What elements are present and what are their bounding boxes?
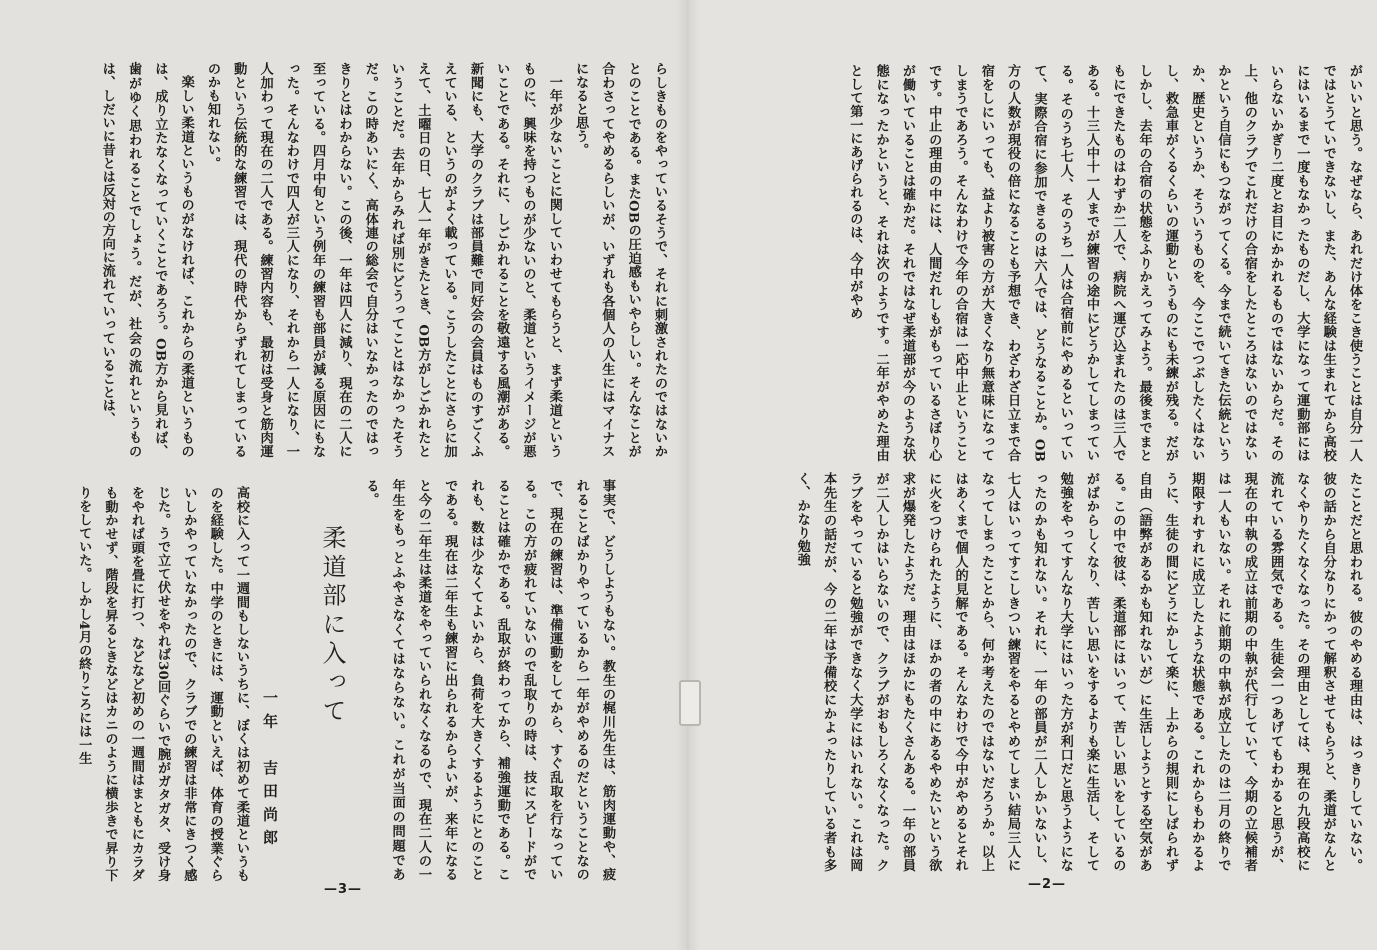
- page3-lower-right-text: 事実で、どうしようもない。教生の梶川先生は、筋肉運動や、疲れることばかりやっているから一年がやめるのだということなので、現在の練習は、準備運動をしてから、すぐ乱取を行なっている。この方が疲れていないので乱取りの時は、技にスピードがでることは確かである。乱取が終わってから、補強運動である。これも、数は少なくてよいから、負荷を大きくするようにとのことである。現在は二年生も練習に出られるからよいが、来年になると今の二年生は柔道をやっていられなくなるので、現在二人の一年生をもっとふやさなくてはならない。これが当面の問題である。: [363, 479, 615, 881]
- page2-paragraph: がいいと思う。なぜなら、あれだけ体をこき使うことは自分一人ではとうていできないし、また、あんな経験は生まれてから高校にはいるまで一度もなかったものだし、大学になって運動部にはいらないかぎり二度とお目にかかれるものではないからだ。その上、他のクラブでこれだけの合宿をしたところはないのではないかという自信にもつながってくる。今まで続いてきた伝統というか、歴史というか、そういうものを、今ここでつぶしたくはないし、救急車がくるくらいの運動というものにも未練が残る。だがしかし、去年の合宿の状態をふりかえってみよう。最後までまともにできたものはわずか二人で、病院へ運び込まれたのは三人である。十三人中十一人までが練習の途中にどうかしてしまっている。そのうち七人、そのうち一人は合宿前にやめるといっていて、実際合宿に参加できるのは六人では、どうなることか。OB方の人数が現役の倍になることも予想でき、わざわざ日立まで合宿をしにいっても、益より被害の方が大きくなり無意味になってしまうであろう。そんなわけで今年の合宿は一応中止ということです。中止の理由の中には、人間だれしもがもっているさぼり心が働いていることは確かだ。それではなぜ柔道部が今のような状態になったかというと、それは次のようです。二年がやめた理由として第一にあげられるのは、今中がやめ: [847, 64, 1362, 462]
- page2-upper-text: [772, 64, 1367, 462]
- page-3: [0, 0, 688, 950]
- page3-paragraph: らしきものをやっているそうで、それに刺激されたのではないかとのことである。またOBの圧迫感もいやらしい。そんなことが合わさってやめるらしいが、いずれも各個人の人生にはマイナスになると思う。: [573, 62, 667, 458]
- page3-lower-left-text: 高校に入って一週間もしないうちに、ぼくは初めて柔道というものを経験した。中学のときには、運動といえば、体育の授業ぐらいしかやっていなかったので、クラブでの練習は非常にきつく感じた。うで立て伏せをやれば30回ぐらいで腕がガタガタ、受け身をやれば頭を畳に打つ、などなど初めの一週間はまともにカラダも動かせず、階段を昇るときなどはカニのように横歩きで昇り下りをしていた。しかし4月の終りころには一生: [76, 486, 249, 882]
- article-author: 一年 吉田尚郎: [261, 690, 279, 853]
- page2-paragraph: たことだと思われる。彼のやめる理由は、はっきりしていない。彼の話から自分なりにかって解釈させてもらうと、柔道がなんとなくやりたくなくなった。その理由としては、現在の九段高校に流れている雰囲気である。生徒会一つあげてもわかると思うが、現在の中執の成立は前期の中執が代行していて、今期の立候補者は一人もいない。それに前期の中執が成立したのは二月の終りで期限すれすれに成立したような状態である。これからもわかるように、生徒の間にどうにかして楽に、上からの規則にしばられず自由（語弊があるかも知れないが）に生活しようとする空気がある。この中で彼は、柔道部にはいって、苦しい思いをしているのがばからしくなり、苦しい思いをするよりも楽に生活し、そして勉強をやってすんなり大学にはいった方が利口だと思うようになったのかも知れない。それに、一年の部員が二人しかいないし、七人はいってすこしきつい練習をやるとやめてしまい結局三人になってしまったことから、何か考えたのではないだろうか。以上はあくまで個人的見解である。そんなわけで今中がやめるとそれに火をつけられたように、ほかの者の中にあるやめたいという欲求が爆発したようだ。理由はほかにもたくさんある。一年の部員が二人しかはいらないので、クラブがおもしろくなくなった。クラブをやっていると勉強ができなく大学にはいれない。これは岡本先生の話だが、今の二年は予備校にかよったりしている者も多く、かなり勉強: [794, 472, 1362, 872]
- article-title: 柔道部に入って: [318, 525, 346, 727]
- page-number: —3—: [324, 882, 363, 897]
- page-2: [688, 0, 1377, 950]
- page3-paragraph: 楽しい柔道というものがなければ、これからの柔道というものは、成り立たなくなっていくことであろう。OB方から見れば、歯がゆく思われることでしょう。だが、社会の流れというものは、しだいに昔とは反対の方向に流れていっていることは、: [99, 62, 194, 458]
- page3-paragraph: 一年が少ないことに関していわせてもらうと、まず柔道というものに、興味を持つものが少ないのと、柔道というイメージが悪いことである。それに、しごかれることを敬遠する風潮がある。新聞にも、大学のクラブは部員難で同好会の会員はものすごくふえている、というのがよく載っている。こうしたことにさらに加えて、土曜日の日、七人一年がきたとき、OB方がしごかれたということだ。去年からみれば別にどうってことはなかったそうだ。この時あいにく、高体連の総会で自分はいなかったのではっきりとはわからない。この後、一年は四人に減り、現在の二人に至っている。四月中旬という例年の練習も部員が減る原因にもなった。そんなわけで四人が三人になり、それから一人になり、一人加わって現在の二人である。練習内容も、最初は受身と筋肉運動という伝統的な練習では、現代の時代からずれてしまっているのかも知れない。: [204, 62, 562, 458]
- staple-mark: [679, 680, 701, 726]
- page3-upper-text: [82, 62, 672, 458]
- binding-gutter: [676, 0, 700, 950]
- page-number: —2—: [1028, 877, 1067, 892]
- page2-lower-text: [772, 472, 1367, 872]
